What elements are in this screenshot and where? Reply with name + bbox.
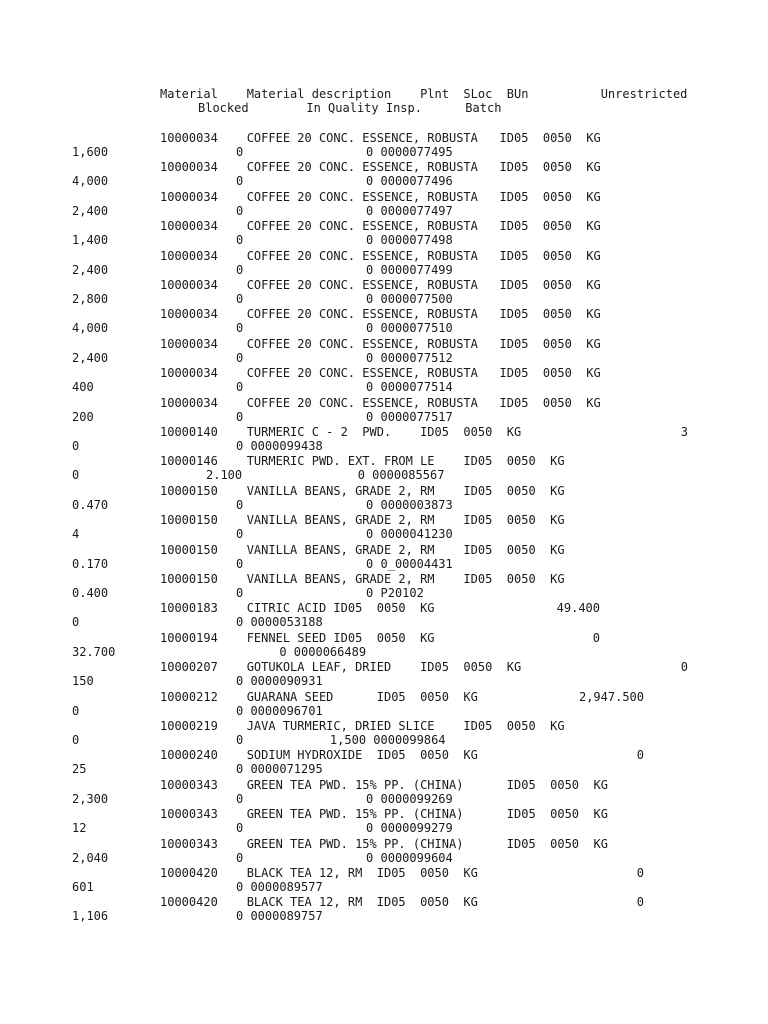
record-sub-line: 0 0000053188 bbox=[236, 615, 323, 629]
header-line-2: Blocked In Quality Insp. Batch bbox=[198, 101, 502, 115]
record-line: 10000219 JAVA TURMERIC, DRIED SLICE ID05 0050 KG bbox=[160, 719, 565, 733]
record-sub-line: 0 0 0000077497 bbox=[236, 204, 453, 218]
unrestricted-value: 2,947.500 bbox=[578, 690, 644, 704]
record-sub-line: 0 0 0000077498 bbox=[236, 233, 453, 247]
record-sub-line: 0 0 0000077500 bbox=[236, 292, 453, 306]
unrestricted-value: 0 bbox=[636, 895, 644, 909]
unrestricted-value: 0 bbox=[636, 866, 644, 880]
record-value: 1,106 bbox=[72, 909, 109, 923]
record-line: 10000034 COFFEE 20 CONC. ESSENCE, ROBUSTA ID05 0050 KG bbox=[160, 396, 601, 410]
record-line: 10000207 GOTUKOLA LEAF, DRIED ID05 0050 KG bbox=[160, 660, 522, 674]
record-value: 25 bbox=[72, 762, 87, 776]
record-sub-line: 0 0 0000003873 bbox=[236, 498, 453, 512]
record-value: 2,300 bbox=[72, 792, 109, 806]
record-value: 0.400 bbox=[72, 586, 109, 600]
unrestricted-value: 0 bbox=[636, 748, 644, 762]
record-line: 10000034 COFFEE 20 CONC. ESSENCE, ROBUSTA ID05 0050 KG bbox=[160, 190, 601, 204]
record-value: 4 bbox=[72, 527, 80, 541]
record-line: 10000343 GREEN TEA PWD. 15% PP. (CHINA) ID05 0050 KG bbox=[160, 778, 608, 792]
record-sub-line: 0 0 0000077499 bbox=[236, 263, 453, 277]
record-value: 0 bbox=[72, 468, 80, 482]
record-value: 601 bbox=[72, 880, 94, 894]
record-sub-line: 0 1,500 0000099864 bbox=[236, 733, 446, 747]
record-value: 200 bbox=[72, 410, 94, 424]
unrestricted-value: 0 bbox=[680, 660, 688, 674]
record-value: 150 bbox=[72, 674, 94, 688]
record-value: 0 bbox=[72, 704, 80, 718]
record-sub-line: 0 0000090931 bbox=[236, 674, 323, 688]
record-value: 400 bbox=[72, 380, 94, 394]
record-line: 10000140 TURMERIC C - 2 PWD. ID05 0050 KG bbox=[160, 425, 522, 439]
record-value: 32.700 bbox=[72, 645, 116, 659]
record-line: 10000034 COFFEE 20 CONC. ESSENCE, ROBUSTA ID05 0050 KG bbox=[160, 249, 601, 263]
record-line: 10000240 SODIUM HYDROXIDE ID05 0050 KG bbox=[160, 748, 478, 762]
record-sub-line: 0 0 0000041230 bbox=[236, 527, 453, 541]
unrestricted-value: 49.400 bbox=[556, 601, 600, 615]
record-value: 12 bbox=[72, 821, 87, 835]
record-line: 10000183 CITRIC ACID ID05 0050 KG bbox=[160, 601, 435, 615]
record-sub-line: 2.100 0 0000085567 bbox=[206, 468, 445, 482]
record-sub-line: 0 0 0000077510 bbox=[236, 321, 453, 335]
record-value: 1,600 bbox=[72, 145, 109, 159]
record-line: 10000212 GUARANA SEED ID05 0050 KG bbox=[160, 690, 478, 704]
record-sub-line: 0 0 0000099604 bbox=[236, 851, 453, 865]
record-value: 0 bbox=[72, 439, 80, 453]
record-value: 0 bbox=[72, 615, 80, 629]
record-line: 10000343 GREEN TEA PWD. 15% PP. (CHINA) ID05 0050 KG bbox=[160, 837, 608, 851]
record-value: 2,400 bbox=[72, 263, 109, 277]
record-sub-line: 0 0 0000077512 bbox=[236, 351, 453, 365]
record-line: 10000034 COFFEE 20 CONC. ESSENCE, ROBUSTA ID05 0050 KG bbox=[160, 307, 601, 321]
record-sub-line: 0 0 0000099269 bbox=[236, 792, 453, 806]
record-line: 10000150 VANILLA BEANS, GRADE 2, RM ID05 0050 KG bbox=[160, 513, 565, 527]
record-line: 10000194 FENNEL SEED ID05 0050 KG bbox=[160, 631, 435, 645]
record-sub-line: 0 0 0000077495 bbox=[236, 145, 453, 159]
record-line: 10000150 VANILLA BEANS, GRADE 2, RM ID05 0050 KG bbox=[160, 484, 565, 498]
record-sub-line: 0 0000066489 bbox=[236, 645, 367, 659]
record-value: 2,800 bbox=[72, 292, 109, 306]
record-value: 1,400 bbox=[72, 233, 109, 247]
record-line: 10000034 COFFEE 20 CONC. ESSENCE, ROBUSTA ID05 0050 KG bbox=[160, 278, 601, 292]
record-line: 10000034 COFFEE 20 CONC. ESSENCE, ROBUSTA ID05 0050 KG bbox=[160, 219, 601, 233]
record-value: 4,000 bbox=[72, 321, 109, 335]
record-sub-line: 0 0 0000077514 bbox=[236, 380, 453, 394]
record-sub-line: 0 0000071295 bbox=[236, 762, 323, 776]
record-line: 10000034 COFFEE 20 CONC. ESSENCE, ROBUSTA ID05 0050 KG bbox=[160, 366, 601, 380]
record-line: 10000034 COFFEE 20 CONC. ESSENCE, ROBUSTA ID05 0050 KG bbox=[160, 337, 601, 351]
record-line: 10000420 BLACK TEA 12, RM ID05 0050 KG bbox=[160, 866, 478, 880]
unrestricted-value: 3 bbox=[680, 425, 688, 439]
record-sub-line: 0 0000089577 bbox=[236, 880, 323, 894]
record-sub-line: 0 0 0_00004431 bbox=[236, 557, 453, 571]
record-sub-line: 0 0 0000077517 bbox=[236, 410, 453, 424]
record-value: 4,000 bbox=[72, 174, 109, 188]
record-line: 10000343 GREEN TEA PWD. 15% PP. (CHINA) ID05 0050 KG bbox=[160, 807, 608, 821]
record-value: 2,400 bbox=[72, 204, 109, 218]
record-sub-line: 0 0000096701 bbox=[236, 704, 323, 718]
record-value: 0.470 bbox=[72, 498, 109, 512]
record-value: 2,040 bbox=[72, 851, 109, 865]
record-line: 10000150 VANILLA BEANS, GRADE 2, RM ID05 0050 KG bbox=[160, 572, 565, 586]
record-value: 2,400 bbox=[72, 351, 109, 365]
record-line: 10000034 COFFEE 20 CONC. ESSENCE, ROBUSTA ID05 0050 KG bbox=[160, 160, 601, 174]
record-line: 10000420 BLACK TEA 12, RM ID05 0050 KG bbox=[160, 895, 478, 909]
record-value: 0 bbox=[72, 733, 80, 747]
record-sub-line: 0 0 P20102 bbox=[236, 586, 424, 600]
record-sub-line: 0 0000099438 bbox=[236, 439, 323, 453]
record-sub-line: 0 0 0000099279 bbox=[236, 821, 453, 835]
unrestricted-value: 0 bbox=[592, 631, 600, 645]
record-value: 0.170 bbox=[72, 557, 109, 571]
record-line: 10000150 VANILLA BEANS, GRADE 2, RM ID05 0050 KG bbox=[160, 543, 565, 557]
record-line: 10000146 TURMERIC PWD. EXT. FROM LE ID05 0050 KG bbox=[160, 454, 565, 468]
header-line-1: Material Material description Plnt SLoc BUn Unrestricted bbox=[160, 87, 688, 101]
record-sub-line: 0 0000089757 bbox=[236, 909, 323, 923]
record-line: 10000034 COFFEE 20 CONC. ESSENCE, ROBUSTA ID05 0050 KG bbox=[160, 131, 601, 145]
record-sub-line: 0 0 0000077496 bbox=[236, 174, 453, 188]
